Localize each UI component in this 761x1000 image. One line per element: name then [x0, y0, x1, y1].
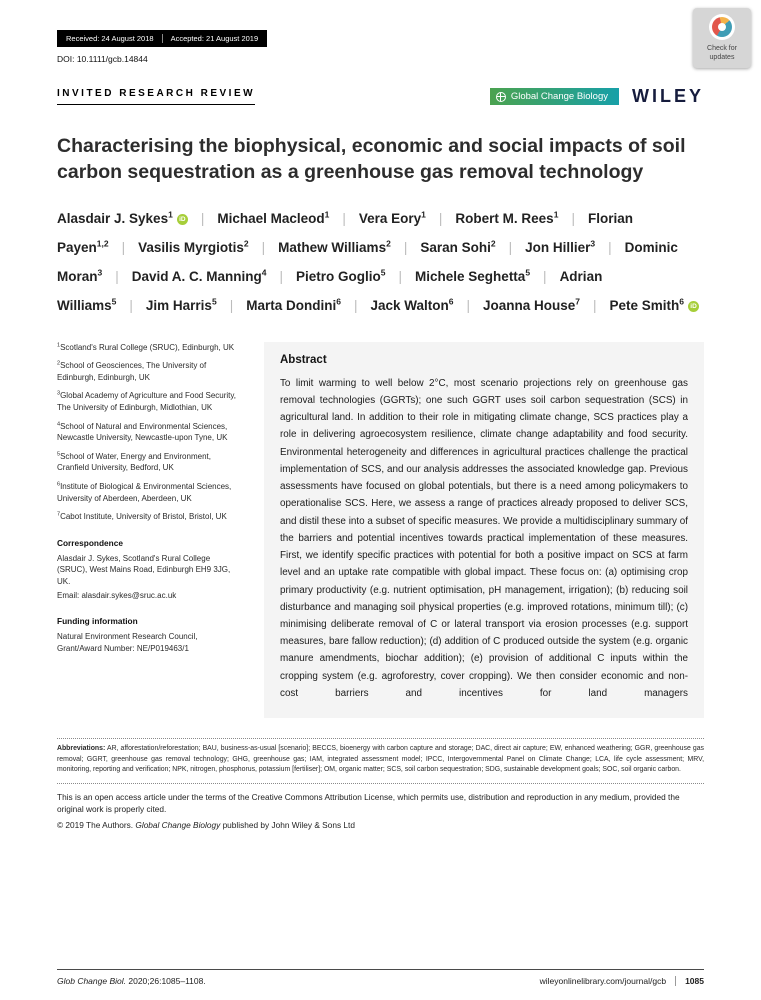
affiliations-list: [57, 342, 240, 523]
author-separator: |: [571, 210, 575, 226]
author-separator: |: [608, 239, 612, 255]
footer-divider: [675, 976, 676, 986]
author-separator: |: [261, 239, 266, 255]
dates-divider: [162, 34, 163, 43]
abstract-text: To limit warming to well below 2°C, most scenario projections rely on greenhouse gas removal technologies (GGRTs); one such GGRT uses soil carbon sequestration (SCS) in agricultural land. In addition to their role in mitigating climate change, SCS practices play a role in delivering agroecosystem resilience, climate change adaptability and food security. Environmental heterogeneity and differences in agricultural practices challenge the practical implementation of SCS, and our analysis addresses the associated knowledge gap. Previous assessments have focused on global potentials, but there is a need among policymakers to operationalise SCS. Here, we assess a range of practices already proposed to deliver SCS, and distil these into a subset of specific measures. We provide a multidisciplinary summary of the barriers and potential incentives towards practical implementation of these measures. First, we identify specific practices with potential for both a positive impact on SCS at farm level and an uptake rate compatible with global impact. These focus on: (a) optimising crop primary productivity (e.g. nutrient optimisation, pH management, irrigation); (b) reducing soil disturbance and managing soil physical properties (e.g. improved rotations, minimum till); (c) minimising deliberate removal of C or lateral transport via erosion processes (e.g. support measures, bare fallow reduction); (d) addition of C produced outside the system (e.g. organic manure amendments, biochar addition); (e) provision of additional C inputs within the cropping system (e.g. agroforestry, cover cropping). We then consider economic and non-cost barriers and incentives for land managers: [280, 377, 688, 699]
author: Vera Eory$^1$: [358, 209, 426, 226]
copyright-line: © 2019 The Authors. Global Change Biology published by John Wiley & Sons Ltd: [57, 820, 355, 831]
author-separator: |: [129, 297, 133, 313]
funding-heading: Funding information: [57, 616, 138, 627]
author: Joanna House$^7$: [482, 296, 580, 313]
author-separator: |: [121, 239, 126, 255]
author-separator: |: [229, 297, 234, 313]
journal-logo: [490, 88, 619, 105]
funding-section: [57, 615, 240, 654]
author: Adrian Williams$^5$: [57, 268, 603, 313]
open-access-statement: This is an open access article under the terms of the Creative Commons Attribution License, which permits use, distribution and reproduction in any medium, provided the original work is properly cited.: [57, 792, 680, 815]
article-title: Characterising the biophysical, economic and social impacts of soil carbon sequestration as a greenhouse gas removal technology: [57, 135, 686, 184]
author: Saran Sohi$^2$: [420, 238, 496, 255]
journal-url[interactable]: wileyonlinelibrary.com/journal/gcb: [539, 976, 667, 986]
funding-body: Natural Environment Research Council, Grant/Award Number: NE/P019463/1: [57, 632, 198, 653]
author: Jon Hillier$^3$: [525, 238, 596, 255]
logos: [490, 86, 704, 107]
footer-right: [540, 976, 704, 986]
affiliation-item: $^7$Cabot Institute, University of Bristol, Bristol, UK: [57, 511, 227, 522]
author-separator: |: [279, 268, 284, 284]
affiliation-item: $^2$School of Geosciences, The University of Edinburgh, Edinburgh, UK: [57, 360, 207, 382]
license-note: [57, 783, 704, 831]
page-number: 1085: [685, 976, 704, 986]
left-sidebar: [57, 342, 240, 718]
author: Pietro Goglio$^5$: [296, 267, 386, 284]
author: Jack Walton$^6$: [370, 296, 454, 313]
author-separator: |: [466, 297, 470, 313]
affiliation-item: $^3$Global Academy of Agriculture and Food Security, The University of Edinburgh, Midlothian, UK: [57, 390, 237, 413]
accepted-date: Accepted: 21 August 2019: [170, 34, 259, 43]
author: Mathew Williams$^2$: [278, 238, 391, 255]
abstract-heading: Abstract: [280, 353, 327, 366]
check-updates-label: Check for updates: [707, 45, 737, 62]
author: Michael Macleod$^1$: [217, 209, 330, 226]
author: Michele Seghetta$^5$: [415, 267, 531, 284]
crossmark-icon: [709, 14, 735, 40]
author-separator: |: [438, 210, 443, 226]
author: Florian Payen$^{1,2}$: [57, 210, 633, 255]
author: Robert M. Rees$^1$: [455, 209, 559, 226]
affiliation-item: $^5$School of Water, Energy and Environment, Cranfield University, Bedford, UK: [57, 451, 211, 473]
author-separator: |: [115, 268, 119, 284]
author: Dominic Moran$^3$: [57, 239, 678, 284]
correspondence-body: Alasdair J. Sykes, Scotland's Rural College (SRUC), West Mains Road, Edinburgh EH9 3JG, UK.: [57, 553, 231, 587]
author: Jim Harris$^5$: [145, 296, 217, 313]
author: David A. C. Manning$^4$: [131, 267, 267, 284]
page-footer: [57, 969, 704, 986]
journal-logo-text: Global Change Biology: [510, 91, 608, 102]
correspondence-heading: Correspondence: [57, 537, 123, 548]
globe-icon: [496, 92, 506, 102]
abstract-section: [264, 342, 704, 718]
author-separator: |: [200, 210, 205, 226]
check-updates-badge[interactable]: [693, 8, 751, 68]
received-date: Received: 24 August 2018: [66, 34, 154, 43]
publisher-logo: WILEY: [632, 86, 704, 106]
author-separator: |: [342, 210, 346, 226]
author-separator: |: [398, 268, 403, 284]
abbreviations-label: Abbreviations:: [57, 745, 106, 753]
affiliation-item: $^1$Scotland's Rural College (SRUC), Edinburgh, UK: [57, 342, 235, 352]
body-columns: [57, 342, 704, 718]
author-separator: |: [543, 268, 547, 284]
orcid-icon[interactable]: iD: [177, 214, 188, 225]
top-meta: [57, 28, 704, 64]
doi-text: DOI: 10.1111/gcb.14844: [57, 54, 148, 64]
author: Marta Dondini$^6$: [246, 296, 341, 313]
citation: Glob Change Biol. 2020;26:1085–1108.: [57, 976, 206, 986]
orcid-icon[interactable]: iD: [688, 301, 699, 312]
abbreviations-text: AR, afforestation/reforestation; BAU, business-as-usual [scenario]; BECCS, bioenergy with carbon capture and storage; DAC, direct air capture; EW, enhanced weathering; GGR, greenhouse gas removal; GGRT, greenhouse gas removal technology; GHG, greenhouse gas; IAM, integrated assessment model; IPCC, Intergovernmental Panel on Climate Change; LCA, life cycle assessment; MRV, monitoring, reporting and verification; NPK, nitrogen, phosphorus, potassium [fertiliser]; OM, organic matter; SCS, soil carbon sequestration; SDG, sustainable development goals; SOC, soil organic carbon.: [57, 745, 704, 773]
dates-bar: [57, 30, 267, 47]
author: Vasilis Myrgiotis$^2$: [138, 238, 249, 255]
author: Pete Smith$^6$ iD: [610, 298, 700, 313]
correspondence-email[interactable]: Email: alasdair.sykes@sruc.ac.uk: [57, 590, 177, 600]
author-separator: |: [593, 297, 597, 313]
author-separator: |: [508, 239, 513, 255]
author: Alasdair J. Sykes$^1$ iD: [57, 211, 188, 226]
author-separator: |: [353, 297, 358, 313]
authors-line: [57, 204, 704, 320]
article-category: INVITED RESEARCH REVIEW: [57, 88, 255, 105]
category-row: [57, 86, 704, 107]
abbreviations-note: [57, 738, 704, 783]
affiliation-item: $^6$Institute of Biological & Environmental Sciences, University of Aberdeen, Aberdeen, UK: [57, 481, 232, 503]
correspondence-section: [57, 537, 240, 601]
author-separator: |: [403, 239, 408, 255]
affiliation-item: $^4$School of Natural and Environmental Sciences, Newcastle University, Newcastle-upon Tyne, UK: [57, 421, 228, 443]
